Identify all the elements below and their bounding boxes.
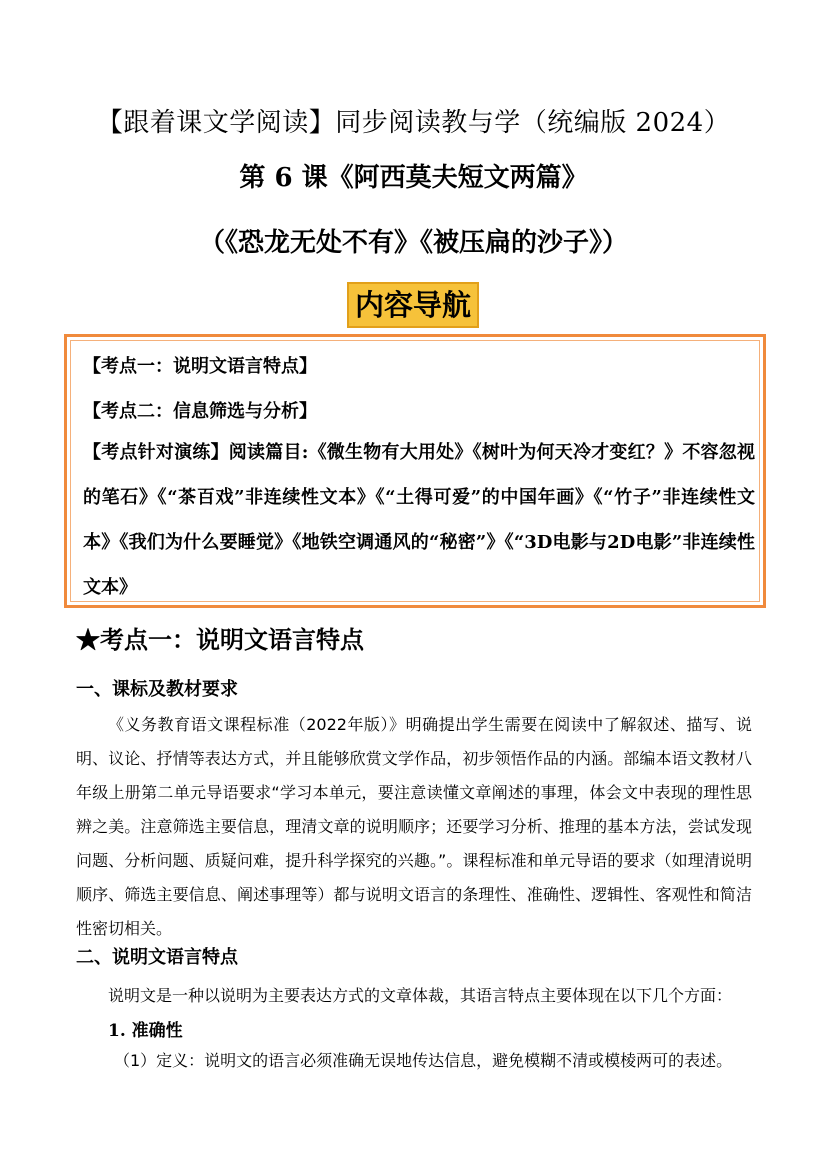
nav-item-practice[interactable] (83, 430, 755, 610)
content-nav-box (64, 334, 766, 608)
document-title: 【跟着课文学阅读】同步阅读教与学（统编版 2024） (96, 108, 731, 138)
practice-readings: 《微生物有大用处》《树叶为何天冷才变红？》不容忽视的笔石》《“茶百戏”非连续性文本》《“土得可爱”的中国年画》《“竹子”非连续性文本》《我们为什么要睡觉》《地铁空调通风的“秘密”》《“3D电影与2D电影”非连续性文本》 (83, 442, 755, 598)
nav-item-topic-2[interactable]: 【考点二：信息筛选与分析】 (83, 401, 317, 422)
content-nav-badge: 内容导航 (347, 282, 479, 328)
part1-paragraph: 《义务教育语文课程标准（2022年版）》明确提出学生需要在阅读中了解叙述、描写、说明、议论、抒情等表达方式，并且能够欣赏文学作品，初步领悟作品的内涵。部编本语文教材八年级上册第二单元导语要求“学习本单元，要注意读懂文章阐述的事理，体会文中表现的理性思辨之美。注意筛选主要信息，理清文章的说明顺序；还要学习分析、推理的基本方法，尝试发现问题、分析问题、质疑问难，提升科学探究的兴趣。”。课程标准和单元导语的要求（如理清说明顺序、筛选主要信息、阐述事理等）都与说明文语言的条理性、准确性、逻辑性、客观性和简洁性密切相关。 (76, 715, 752, 938)
point1-definition: （1）定义：说明文的语言必须准确无误地传达信息，避免模糊不清或模棱两可的表述。 (114, 1051, 733, 1070)
part2-intro: 说明文是一种以说明为主要表达方式的文章体裁，其语言特点主要体现在以下几个方面： (108, 986, 733, 1005)
lesson-subtitle: （《恐龙无处不有》《被压扁的沙子》） (198, 228, 628, 258)
part2-heading: 二、说明文语言特点 (76, 947, 238, 968)
practice-label: 【考点针对演练】阅读篇目: (83, 442, 309, 463)
lesson-title: 第 6 课《阿西莫夫短文两篇》 (239, 163, 588, 193)
section-title: ★考点一：说明文语言特点 (76, 625, 364, 654)
part1-heading: 一、课标及教材要求 (76, 679, 238, 700)
nav-item-topic-1[interactable]: 【考点一：说明文语言特点】 (83, 356, 317, 377)
point1-title: 1. 准确性 (108, 1021, 183, 1041)
